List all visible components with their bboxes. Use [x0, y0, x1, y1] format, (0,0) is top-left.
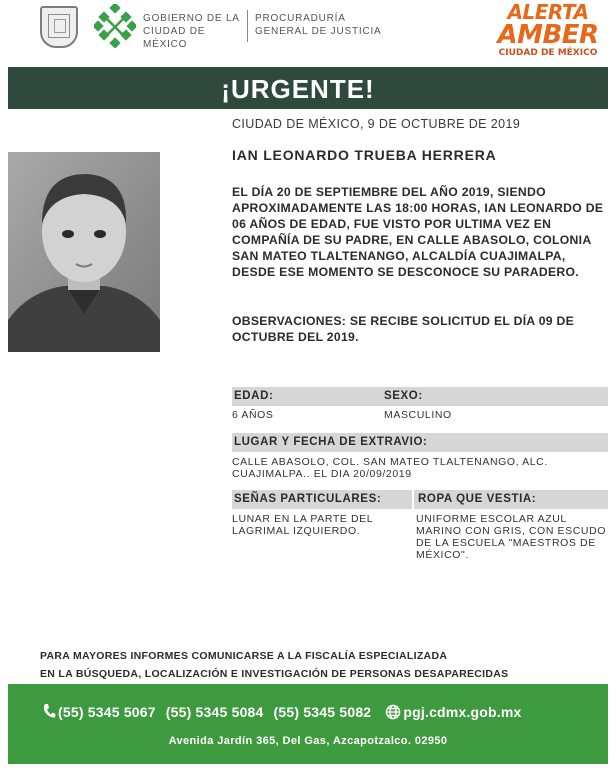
- more-info-line-2: EN LA BÚSQUEDA, LOCALIZACIÓN E INVESTIGACIÓN DE PERSONAS DESAPARECIDAS: [40, 668, 509, 680]
- missing-person-name: IAN LEONARDO TRUEBA HERRERA: [232, 147, 497, 163]
- alerta-amber-logo: [494, 2, 602, 59]
- proc-line-2: GENERAL DE JUSTICIA: [255, 26, 382, 37]
- clothes-value-line-1: UNIFORME ESCOLAR AZUL: [416, 513, 567, 525]
- missing-person-photo: [8, 152, 160, 352]
- clothes-value-line-4: MÉXICO".: [416, 549, 469, 561]
- phone-number-2[interactable]: (55) 5345 5084: [165, 704, 264, 720]
- cdmx-knot-logo-icon: [94, 4, 136, 48]
- amber-line-2: AMBER: [497, 20, 599, 50]
- gov-line-1: GOBIERNO DE LA: [143, 13, 240, 24]
- more-info-text: [40, 647, 580, 683]
- header-divider: [247, 10, 248, 42]
- gov-line-2: CIUDAD DE MÉXICO: [143, 26, 206, 50]
- place-value-line-1: CALLE ABASOLO, COL. SAN MATEO TLALTENANGO, ALC.: [232, 456, 548, 468]
- place-label: LUGAR Y FECHA DE EXTRAVIO:: [234, 436, 428, 448]
- place-value-line-2: CUAJIMALPA.. EL DIA 20/09/2019: [232, 468, 412, 480]
- marks-value-line-2: LAGRIMAL IZQUIERDO.: [232, 525, 361, 537]
- clothes-label: ROPA QUE VESTIA:: [418, 493, 537, 505]
- clothes-value-line-2: MARINO CON GRIS, CON ESCUDO: [416, 525, 607, 537]
- observations: OBSERVACIONES: SE RECIBE SOLICITUD EL DÍA 09 DE OCTUBRE DEL 2019.: [232, 314, 575, 344]
- clothes-value-line-3: DE LA ESCUELA "MAESTROS DE: [416, 537, 596, 549]
- globe-icon: [385, 704, 401, 720]
- marks-label: SEÑAS PARTICULARES:: [234, 493, 382, 505]
- marks-value-line-1: LUNAR EN LA PARTE DEL: [232, 513, 374, 525]
- government-logo-text: [143, 12, 245, 51]
- city-date: CIUDAD DE MÉXICO, 9 DE OCTUBRE DE 2019: [232, 117, 521, 131]
- phone-icon: [42, 703, 56, 719]
- proc-line-1: PROCURADURÍA: [255, 13, 346, 24]
- more-info-line-1: PARA MAYORES INFORMES COMUNICARSE A LA FISCALÍA ESPECIALIZADA: [40, 650, 448, 662]
- amber-line-3: CIUDAD DE MÉXICO: [498, 48, 598, 58]
- sex-value: MASCULINO: [384, 409, 452, 421]
- amber-line-1: ALERTA: [507, 0, 589, 24]
- contact-phones: [42, 703, 532, 720]
- phone-number-1[interactable]: (55) 5345 5067: [58, 704, 156, 720]
- incident-description: EL DÍA 20 DE SEPTIEMBRE DEL AÑO 2019, SIENDO APROXIMADAMENTE LAS 18:00 HORAS, IAN LEONARDO DE 06 AÑOS DE EDAD, FUE VISTO POR ULTIMA VEZ EN COMPAÑÍA DE SU PADRE, EN CALLE ABASOLO, COLONIA SAN MATEO TLALTENANGO, ALCALDÍA CUAJIMALPA, DESDE ESE MOMENTO SE DESCONOCE SU PARADERO.: [232, 185, 604, 279]
- banner-title: ¡URGENTE!: [221, 74, 375, 104]
- contact-footer: [8, 684, 608, 764]
- website-link[interactable]: pgj.cdmx.gob.mx: [403, 704, 522, 720]
- sex-label: SEXO:: [384, 390, 423, 402]
- office-address: Avenida Jardín 365, Del Gas, Azcapotzalco. 02950: [168, 735, 448, 747]
- city-seal-icon: [40, 6, 78, 48]
- urgent-banner: [8, 67, 608, 109]
- phone-number-3[interactable]: (55) 5345 5082: [273, 704, 372, 720]
- age-value: 6 AÑOS: [232, 409, 274, 421]
- age-label: EDAD:: [234, 390, 274, 402]
- procuraduria-logo-text: [255, 12, 383, 38]
